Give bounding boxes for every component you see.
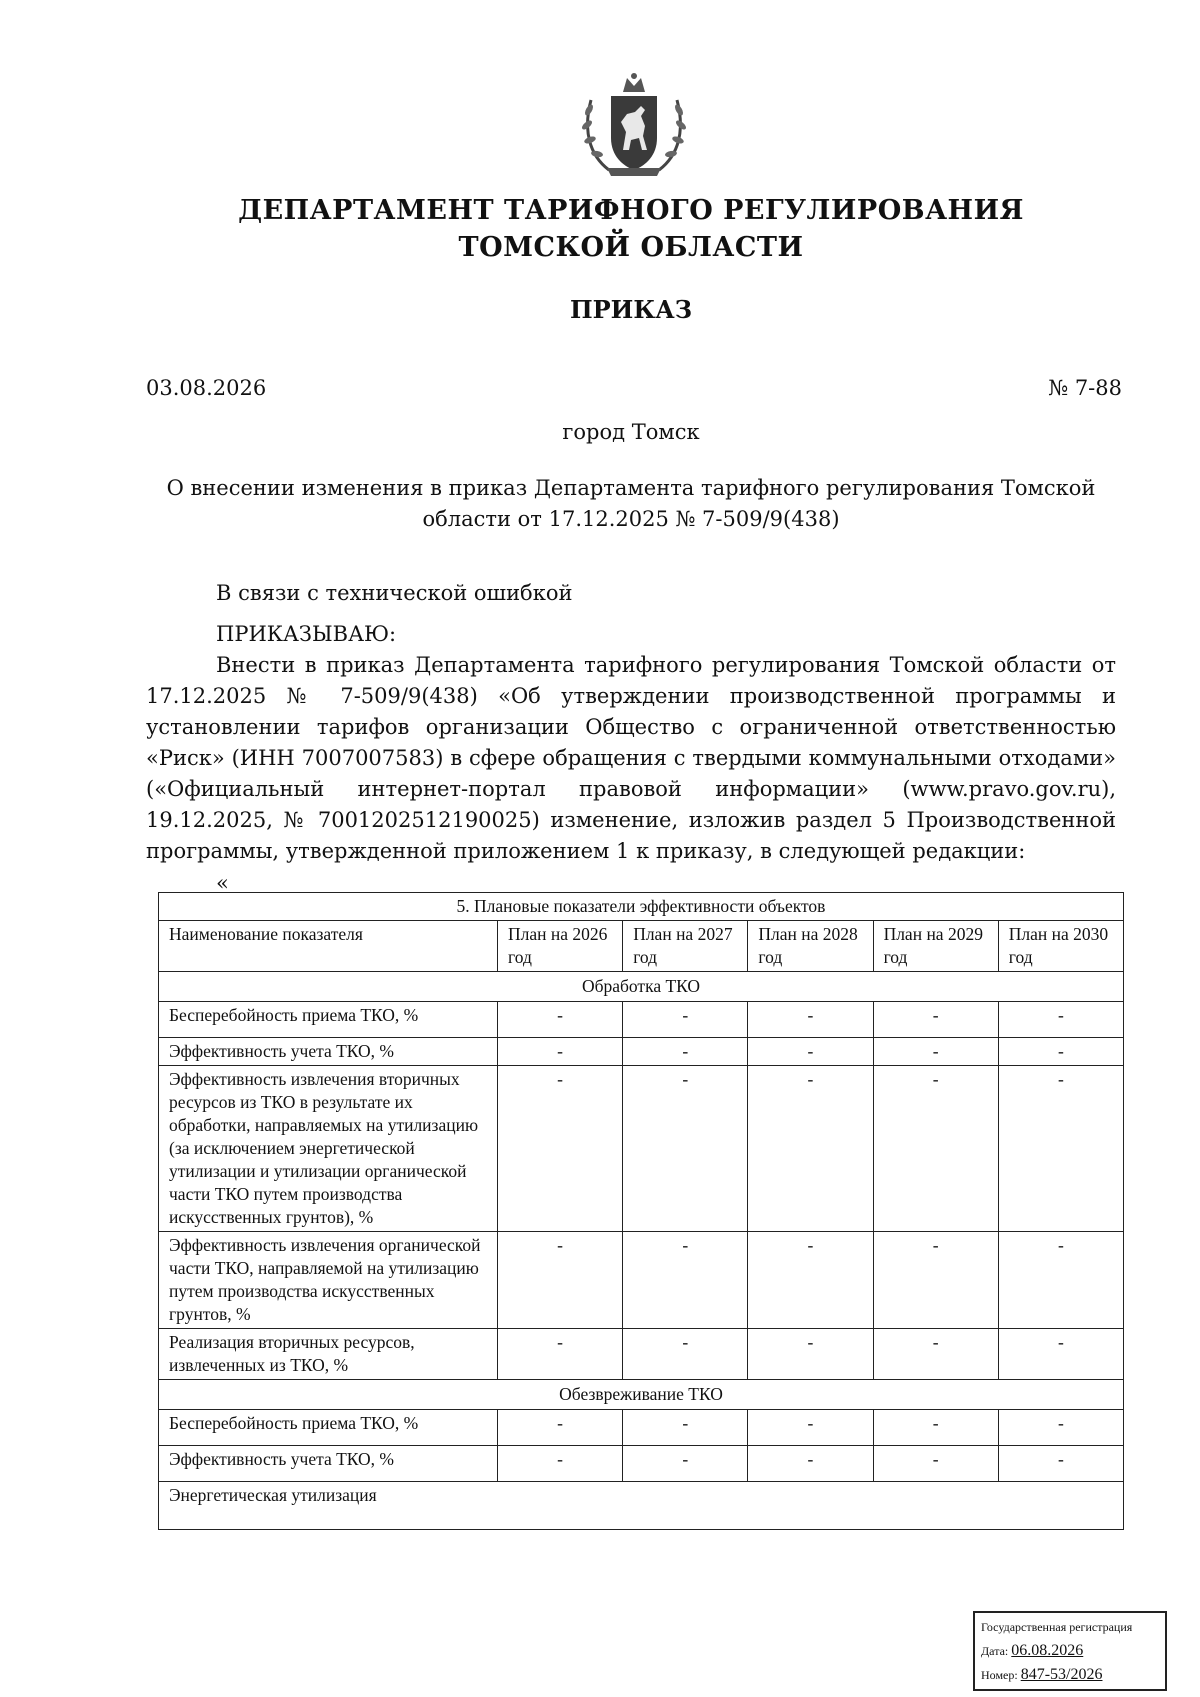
value-cell: -	[748, 1038, 873, 1066]
section-row	[159, 972, 1124, 1002]
table-header-row	[159, 921, 1124, 972]
section-row	[159, 1380, 1124, 1410]
value-cell: -	[873, 1410, 998, 1446]
value-cell: -	[623, 1232, 748, 1329]
table-row	[159, 1482, 1124, 1530]
stamp-number-line	[981, 1663, 1159, 1687]
value-cell: -	[873, 1329, 998, 1380]
table-row	[159, 1232, 1124, 1329]
performance-indicators-table	[158, 892, 1124, 1530]
table-row	[159, 1329, 1124, 1380]
section-neutralization: Обезвреживание ТКО	[159, 1380, 1124, 1410]
stamp-date-value: 06.08.2026	[1011, 1642, 1084, 1659]
value-cell: -	[998, 1232, 1123, 1329]
value-cell: -	[498, 1329, 623, 1380]
stamp-title: Государственная регистрация	[981, 1620, 1133, 1634]
value-cell: -	[873, 1066, 998, 1232]
table-row	[159, 1038, 1124, 1066]
indicator-name: Эффективность учета ТКО, %	[159, 1038, 498, 1066]
header-2026: План на 2026 год	[498, 921, 623, 972]
department-name-line2: ТОМСКОЙ ОБЛАСТИ	[458, 232, 804, 263]
indicator-name: Эффективность извлечения вторичных ресурсов из ТКО в результате их обработки, направляемых на утилизацию (за исключением энергетической утилизации и утилизации органической части ТКО путем производства искусственных грунтов), %	[159, 1066, 498, 1232]
indicator-name: Бесперебойность приема ТКО, %	[159, 1410, 498, 1446]
value-cell: -	[748, 1446, 873, 1482]
order-subject: О внесении изменения в приказ Департамента тарифного регулирования Томской области от 17.12.2025 № 7-509/9(438)	[166, 476, 1096, 531]
indicator-name: Эффективность извлечения органической части ТКО, направляемой на утилизацию путем производства искусственных грунтов, %	[159, 1232, 498, 1329]
value-cell: -	[748, 1232, 873, 1329]
header-2029: План на 2029 год	[873, 921, 998, 972]
value-cell: -	[748, 1066, 873, 1232]
value-cell: -	[498, 1038, 623, 1066]
order-date: 03.08.2026	[146, 376, 267, 400]
energy-utilization-row: Энергетическая утилизация	[159, 1482, 1124, 1530]
stamp-date-label: Дата:	[981, 1644, 1009, 1658]
table-row	[159, 1410, 1124, 1446]
stamp-number-label: Номер:	[981, 1668, 1018, 1682]
department-name-line1: ДЕПАРТАМЕНТ ТАРИФНОГО РЕГУЛИРОВАНИЯ	[238, 195, 1024, 226]
value-cell: -	[748, 1002, 873, 1038]
value-cell: -	[748, 1410, 873, 1446]
table-row	[159, 1002, 1124, 1038]
reason-paragraph: В связи с технической ошибкой	[216, 581, 573, 605]
value-cell: -	[998, 1038, 1123, 1066]
value-cell: -	[998, 1410, 1123, 1446]
value-cell: -	[623, 1446, 748, 1482]
value-cell: -	[873, 1038, 998, 1066]
order-word: ПРИКАЗЫВАЮ:	[216, 622, 397, 646]
value-cell: -	[623, 1410, 748, 1446]
value-cell: -	[623, 1038, 748, 1066]
main-paragraph: Внести в приказ Департамента тарифного регулирования Томской области от 17.12.2025 № 7-509/9(438) «Об утверждении производственной программы и установлении тарифов организации Общество с ограниченной ответственностью «Риск» (ИНН 7007007583) в сфере обращения с твердыми коммунальными отходами» («Официальный интернет-портал правовой информации» (www.pravo.gov.ru), 19.12.2025, № 7001202512190025) изменение, изложив раздел 5 Производственной программы, утвержденной приложением 1 к приказу, в следующей редакции:	[146, 653, 1116, 863]
header-indicator: Наименование показателя	[159, 921, 498, 972]
value-cell: -	[623, 1002, 748, 1038]
stamp-number-value: 847-53/2026	[1020, 1666, 1103, 1683]
value-cell: -	[998, 1446, 1123, 1482]
value-cell: -	[748, 1329, 873, 1380]
header-2030: План на 2030 год	[998, 921, 1123, 972]
section-processing: Обработка ТКО	[159, 972, 1124, 1002]
value-cell: -	[498, 1410, 623, 1446]
city-name: город Томск	[562, 420, 700, 444]
indicator-name: Эффективность учета ТКО, %	[159, 1446, 498, 1482]
value-cell: -	[623, 1066, 748, 1232]
value-cell: -	[498, 1066, 623, 1232]
order-number: № 7-88	[1048, 376, 1122, 400]
table-title: 5. Плановые показатели эффективности объектов	[159, 893, 1124, 921]
table-row	[159, 1446, 1124, 1482]
header-2027: План на 2027 год	[623, 921, 748, 972]
value-cell: -	[498, 1002, 623, 1038]
value-cell: -	[498, 1446, 623, 1482]
value-cell: -	[998, 1066, 1123, 1232]
table-title-row	[159, 893, 1124, 921]
indicator-name: Реализация вторичных ресурсов, извлеченных из ТКО, %	[159, 1329, 498, 1380]
value-cell: -	[498, 1232, 623, 1329]
value-cell: -	[623, 1329, 748, 1380]
value-cell: -	[873, 1446, 998, 1482]
table-row	[159, 1066, 1124, 1232]
registration-stamp	[973, 1611, 1167, 1691]
value-cell: -	[998, 1002, 1123, 1038]
document-type-title: ПРИКАЗ	[569, 295, 693, 324]
coat-of-arms-icon	[571, 70, 697, 180]
stamp-date-line	[981, 1639, 1159, 1663]
value-cell: -	[873, 1232, 998, 1329]
value-cell: -	[873, 1002, 998, 1038]
header-2028: План на 2028 год	[748, 921, 873, 972]
value-cell: -	[998, 1329, 1123, 1380]
indicator-name: Бесперебойность приема ТКО, %	[159, 1002, 498, 1038]
opening-quote: «	[216, 871, 229, 895]
